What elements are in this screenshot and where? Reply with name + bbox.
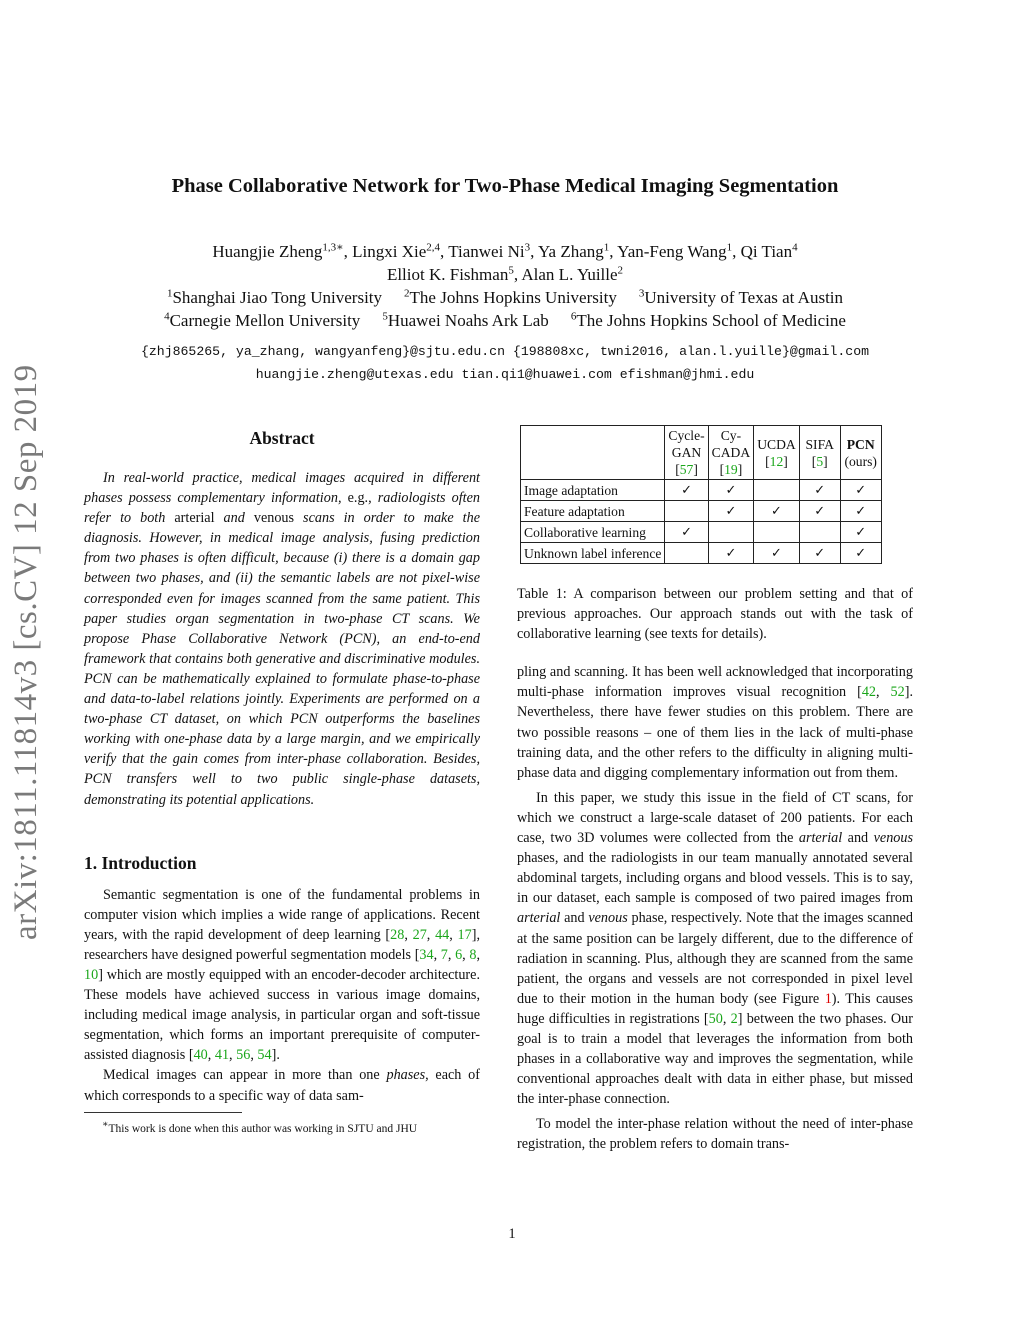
citation-link[interactable]: 27 <box>412 926 427 943</box>
table-cell <box>840 522 881 543</box>
check-icon: ✓ <box>681 483 692 498</box>
citation-link[interactable]: 2 <box>730 1010 738 1027</box>
author-name: Huangjie Zheng <box>212 242 323 261</box>
body-paragraph <box>517 662 913 783</box>
text-run: and <box>842 830 874 847</box>
table-cell <box>840 501 881 522</box>
text-run: , <box>876 684 891 701</box>
email-block <box>60 340 950 386</box>
citation-link[interactable]: 5 <box>816 453 824 469</box>
text-run: , <box>404 926 413 943</box>
emphasis-text: venous <box>873 830 913 847</box>
citation-link[interactable]: 42 <box>861 684 877 701</box>
text-run: , <box>250 1047 258 1064</box>
citation-link[interactable]: 6 <box>455 946 463 963</box>
author-name: Alan L. Yuille <box>521 265 618 284</box>
method-name: PCN <box>846 436 875 452</box>
intro-paragraph <box>84 885 480 1066</box>
method-name: GAN <box>671 445 702 460</box>
text-run: ] between the two phases. Our goal is to train a model that leverages the information from both phases in a collaborative way and improves the segmentation, while conventional approaches dealt with data in either phase, but missed the inter-phase connection. <box>517 1010 913 1108</box>
text-run: , <box>462 946 470 963</box>
citation-link[interactable]: 34 <box>419 946 434 963</box>
footnote-divider <box>84 1112 242 1113</box>
paper-title: Phase Collaborative Network for Two-Phase Medical Imaging Segmentation <box>171 175 839 197</box>
text-run: , radiologists often refer to both <box>84 490 481 527</box>
affiliation-name: University of Texas at Austin <box>644 288 844 307</box>
citation-link[interactable]: 50 <box>708 1010 723 1027</box>
method-name: UCDA <box>757 436 796 452</box>
table-corner-cell <box>521 426 665 480</box>
table-header-method: SIFA [5] <box>799 426 840 480</box>
emphasis-text: phases <box>386 1067 426 1084</box>
table-header-method: Cy- CADA [19] <box>708 426 754 480</box>
method-name: Cy- <box>720 428 742 443</box>
author-line: Huangjie Zheng$^{1,3∗}$, Lingxi Xie$^{2,4}$, Tianwei Ni$^3$, Ya Zhang$^1$, Yan-Feng Wang$^1$, Qi Tian$^4$ <box>212 241 798 261</box>
table-cell <box>708 522 754 543</box>
affiliation-index: 2,4 <box>426 241 441 254</box>
text-run: and <box>214 510 254 527</box>
check-icon: ✓ <box>855 504 867 519</box>
figure-link[interactable]: 1 <box>824 990 832 1007</box>
introduction-heading: 1. Introduction <box>84 852 197 873</box>
author-name: Elliot K. Fishman <box>386 265 509 284</box>
affiliation-name: The Johns Hopkins University <box>409 288 617 307</box>
upright-text: e.g. <box>347 490 369 507</box>
affiliation-index: 1,3∗ <box>322 241 344 254</box>
table-cell <box>754 480 800 501</box>
emphasis-text: arterial <box>517 910 561 927</box>
citation-link[interactable]: 54 <box>257 1047 272 1064</box>
affiliation-line <box>60 309 950 332</box>
text-run: , <box>476 946 480 963</box>
citation-link[interactable]: 8 <box>469 946 477 963</box>
author-name: Yan-Feng Wang <box>617 242 727 261</box>
citation-link[interactable]: 56 <box>236 1047 251 1064</box>
table-cell <box>665 543 708 564</box>
table-cell <box>840 480 881 501</box>
text-run: ]. <box>271 1047 280 1064</box>
check-icon: ✓ <box>771 546 782 561</box>
footnote-text: This work is done when this author was working in SJTU and JHU <box>108 1122 418 1135</box>
emphasis-text: venous <box>588 910 628 927</box>
text-run: phases, and the radiologists in our team manually annotated several abdominal targets, including organs and blood vessels. This is to say, in our dataset, each sample is composed of two paired images from <box>517 850 913 907</box>
check-icon: ✓ <box>855 483 867 498</box>
table-header-method: UCDA [12] <box>754 426 800 480</box>
text-run: In real-world practice, medical images acquired in different phases possess complementary information, <box>84 470 480 507</box>
footnote <box>84 1117 480 1137</box>
affiliation-index: 4 <box>164 310 170 323</box>
check-icon: ✓ <box>725 504 737 519</box>
row-label: Image adaptation <box>521 480 665 501</box>
table-cell <box>754 522 800 543</box>
author-name: Tianwei Ni <box>448 242 525 261</box>
table-cell <box>840 543 881 564</box>
text-run: To model the inter-phase relation without the need of inter-phase registration, the problem refers to domain trans- <box>517 1116 913 1153</box>
affiliation-index: 1 <box>603 241 610 254</box>
email-line: {zhj865265, ya_zhang, wangyanfeng}@sjtu.edu.cn {198808xc, twni2016, alan.l.yuille}@gmail.com <box>140 344 870 359</box>
citation-link[interactable]: 7 <box>440 946 448 963</box>
check-icon: ✓ <box>681 525 692 540</box>
table-cell <box>754 501 800 522</box>
table-cell <box>799 501 840 522</box>
method-name: SIFA <box>805 436 834 452</box>
arxiv-identifier: arXiv:1811.11814v3 [cs.CV] 12 Sep 2019 <box>8 364 44 940</box>
check-icon: ✓ <box>725 546 737 561</box>
row-label: Unknown label inference <box>521 543 665 564</box>
citation-link[interactable]: 40 <box>193 1047 208 1064</box>
text-run: , <box>207 1047 215 1064</box>
citation-link[interactable]: 44 <box>435 926 450 943</box>
table-cell <box>665 480 708 501</box>
affiliation-index: 6 <box>570 310 577 323</box>
text-run: , <box>722 1010 731 1027</box>
table-cell <box>708 501 754 522</box>
abstract-text <box>84 468 480 810</box>
text-run: ]. Nevertheless, there have fewer studies on this problem. There are two possible reasons – one of them lies in the lack of multi-phase training data, and the other refers to the difficulty in aligning multi-phase data and digging complementary information out from them. <box>517 684 913 781</box>
citation-link[interactable]: 17 <box>457 926 472 943</box>
row-label: Collaborative learning <box>521 522 665 543</box>
affiliation-index: 5 <box>382 310 388 323</box>
left-column <box>84 425 480 1136</box>
text-run: ] which are mostly equipped with an encoder-decoder architecture. These models have achieved success in various image domains, including medical image analysis, in particular organ and soft-tissue segmentation, which forms an important prerequisite of computer-assisted diagnosis [ <box>84 966 480 1064</box>
affiliation-index: 5 <box>508 264 514 277</box>
affiliation-index: 4 <box>792 241 798 254</box>
upright-text: arterial <box>174 510 215 527</box>
affiliation-name: Shanghai Jiao Tong University <box>172 288 383 307</box>
affiliation-index: 3 <box>524 241 531 254</box>
affiliation-index: 3 <box>638 287 645 300</box>
check-icon: ✓ <box>855 546 867 561</box>
text-run: scans in order to make the diagnosis. However, in medical image analysis, fusing prediction from two phases is often difficult, because (i) there is a domain gap between two phases, and (ii) the semantic labels are not pixel-wise corresponded even for images scanned from the same patient. This paper studies organ segmentation in two-phase CT scans. We propose Phase Collaborative Network (PCN), an end-to-end framework that contains both generative and discriminative modules. PCN can be mathematically explained to formulate phase-to-phase and data-to-label relations jointly. Experiments are performed on a two-phase CT dataset, on which PCN outperforms the baselines working with one-phase data by a large margin, and we empirically verify that the gain comes from inter-phase collaboration. Besides, PCN transfers well to two public single-phase datasets, demonstrating its potential applications. <box>84 510 480 808</box>
check-icon: ✓ <box>855 525 867 540</box>
citation-link[interactable]: 10 <box>84 966 99 983</box>
abstract-heading: Abstract <box>249 428 315 448</box>
text-run: In this paper, we study this issue in the field of CT scans, for which we construct a large-scale dataset of 200 patients. For each case, two 3D volumes were collected from the <box>517 789 913 847</box>
table-row <box>521 522 882 543</box>
table-cell <box>665 501 708 522</box>
check-icon: ✓ <box>814 546 826 561</box>
text-run: and <box>560 910 589 927</box>
text-run: Medical images can appear in more than one <box>103 1067 387 1084</box>
text-run: pling and scanning. It has been well acknowledged that incorporating multi-phase information improves visual recognition [ <box>517 664 913 701</box>
text-run: Semantic segmentation is one of the fundamental problems in computer vision which implies a wide range of applications. Recent years, with the rapid development of deep learning [ <box>84 886 480 943</box>
check-icon: ✓ <box>725 483 737 498</box>
author-block <box>60 240 950 332</box>
check-icon: ✓ <box>814 483 826 498</box>
page-number: 1 <box>508 1226 516 1242</box>
body-paragraph <box>517 1114 913 1154</box>
right-column <box>517 425 913 1155</box>
citation-link[interactable]: 52 <box>890 684 905 701</box>
text-run: , <box>449 926 458 943</box>
text-run: phase, respectively. Note that the images scanned at the same position can be largely different, due to the difference of radiation in scanning. Plus, although they are scanned from the same patient, the organs and vessels are not corresponded in pixel level due to their motion in the human body (see Figure <box>517 910 913 1007</box>
affiliation-index: 2 <box>404 287 410 300</box>
text-run: , <box>229 1047 237 1064</box>
table-row <box>521 480 882 501</box>
email-line: huangjie.zheng@utexas.edu tian.qi1@huawei.com efishman@jhmi.edu <box>255 367 755 382</box>
affiliation-index: 2 <box>617 264 624 277</box>
author-name: Ya Zhang <box>537 242 604 261</box>
footnote-mark: ∗ <box>102 1118 109 1130</box>
row-label: Feature adaptation <box>521 501 665 522</box>
table-header-method: Cycle- GAN [57] <box>665 426 708 480</box>
comparison-table <box>520 425 882 564</box>
table-caption: Table 1: A comparison between our problem setting and that of previous approaches. Our approach stands out with the task of collaborative learning (see texts for details). <box>517 586 913 643</box>
text-run: , <box>426 926 436 943</box>
table-row <box>521 501 882 522</box>
table-cell <box>708 543 754 564</box>
affiliation-name: Carnegie Mellon University <box>169 311 361 330</box>
citation-link[interactable]: 12 <box>769 453 784 469</box>
method-note: (ours) <box>844 453 877 469</box>
citation-link[interactable]: 19 <box>724 462 738 477</box>
affiliation-name: Huawei Noahs Ark Lab <box>387 311 549 330</box>
text-run: , <box>447 946 456 963</box>
body-paragraph <box>517 788 913 1110</box>
author-line: Elliot K. Fishman$^5$, Alan L. Yuille$^2$ <box>386 264 624 284</box>
citation-link[interactable]: 57 <box>679 462 694 477</box>
text-run: , <box>433 946 441 963</box>
method-name: CADA <box>711 445 751 460</box>
affiliation-name: The Johns Hopkins School of Medicine <box>576 311 846 330</box>
text-run: , each of which corresponds to a specific way of data sam- <box>84 1067 480 1104</box>
table-row <box>521 543 882 564</box>
table-cell <box>799 522 840 543</box>
citation-link[interactable]: 41 <box>214 1047 230 1064</box>
intro-paragraph <box>84 1065 480 1105</box>
text-run: ). This causes huge difficulties in registrations [ <box>517 990 913 1027</box>
upright-text: venous <box>253 510 295 527</box>
affiliation-line <box>60 286 950 309</box>
affiliation-index: 1 <box>166 287 173 300</box>
method-name: Cycle- <box>668 428 705 443</box>
table-cell <box>799 480 840 501</box>
table-cell <box>754 543 800 564</box>
text-run: ], researchers have designed powerful segmentation models [ <box>84 926 481 963</box>
affiliation-index: 1 <box>726 241 733 254</box>
table-cell <box>799 543 840 564</box>
author-name: Lingxi Xie <box>352 242 427 261</box>
citation-link[interactable]: 28 <box>390 926 405 943</box>
check-icon: ✓ <box>771 504 782 519</box>
table-cell <box>708 480 754 501</box>
table-cell <box>665 522 708 543</box>
author-name: Qi Tian <box>740 242 793 261</box>
emphasis-text: arterial <box>798 830 843 847</box>
check-icon: ✓ <box>814 504 826 519</box>
table-header-method <box>840 426 881 480</box>
